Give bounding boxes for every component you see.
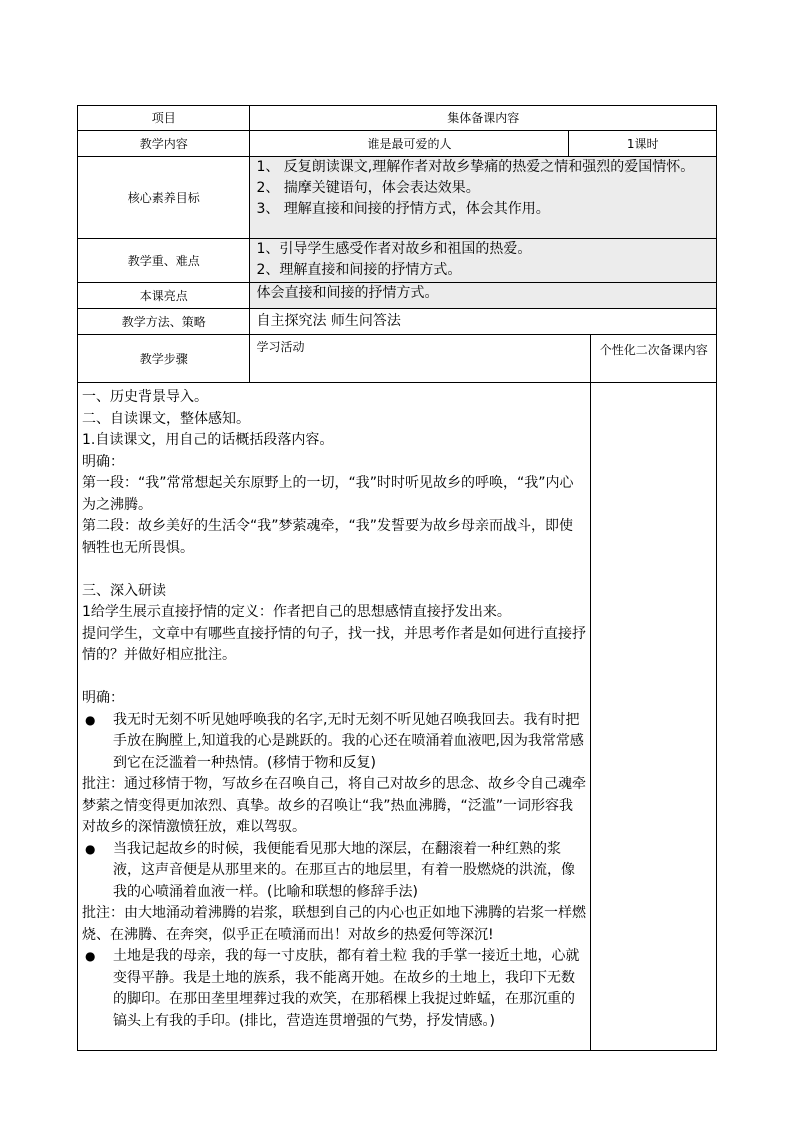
task-text: 1.自读课文，用自己的话概括段落内容。 bbox=[82, 432, 334, 448]
steps-header-row bbox=[77, 335, 717, 383]
key-points-content bbox=[250, 239, 716, 282]
content-label: 教学内容 bbox=[78, 131, 250, 156]
annotation-text: 批注：通过移情于物，写故乡在召唤自己，将自己对故乡的思念、故乡令自己魂牵梦萦之情变得更加浓烈、真挚。故乡的召唤让“我”热血沸腾，“泛滥”一词形容我对故乡的深情激愤狂放，难以驾驭。 bbox=[82, 776, 586, 835]
bullet-icon: ● bbox=[85, 712, 96, 727]
section-heading: 二、自读课文，整体感知。 bbox=[82, 410, 250, 427]
header-item-label: 项目 bbox=[78, 106, 250, 130]
quote-text: 我无时无刻不听见她呼唤我的名字,无时无刻不听见她召唤我回去。我有时把手放在胸膛上,知道我的心是跳跃的。我的心还在喷涌着血液吧,因为我常常感到它在泛滥着一种热情。(移情于物和反复) bbox=[113, 711, 584, 771]
steps-body-row bbox=[77, 383, 717, 1051]
key-point-line: 1、引导学生感受作者对故乡和祖国的热爱。 bbox=[256, 241, 532, 257]
quote-text: 当我记起故乡的时候，我便能看见那大地的深层，在翻滚着一种红熟的浆液，这声音便是从那里来的。在那亘古的地层里，有着一股燃烧的洪流，像我的心喷涌着血液一样。(比喻和联想的修辞手法) bbox=[113, 840, 575, 900]
steps-content bbox=[78, 383, 591, 1050]
header-row bbox=[77, 105, 717, 131]
question-text: 提问学生，文章中有哪些直接抒情的句子，找一找，并思考作者是如何进行直接抒情的？并做好相应批注。 bbox=[82, 625, 586, 663]
highlight-label: 本课亮点 bbox=[78, 283, 250, 308]
answer-label: 明确： bbox=[82, 690, 124, 706]
content-row bbox=[77, 131, 717, 157]
bullet-icon: ● bbox=[85, 841, 96, 856]
section-heading: 一、历史背景导入。 bbox=[82, 389, 208, 405]
quote-item bbox=[82, 839, 586, 904]
key-points-label: 教学重、难点 bbox=[78, 239, 250, 282]
paragraph-summary: 第一段：“我”常常想起关东原野上的一切，“我”时时听见故乡的呼唤，“我”内心为之沸腾。 bbox=[82, 475, 574, 513]
personal-label: 个性化二次备课内容 bbox=[599, 343, 708, 357]
lesson-plan-table bbox=[77, 105, 717, 1051]
lesson-hours: 1课时 bbox=[626, 136, 659, 151]
paragraph-summary: 第二段：故乡美好的生活令“我”梦萦魂牵，“我”发誓要为故乡母亲而战斗，即使牺牲也无所畏惧。 bbox=[82, 518, 574, 556]
activity-label: 学习活动 bbox=[250, 335, 591, 382]
method-label: 教学方法、策略 bbox=[78, 309, 250, 334]
goals-label: 核心素养目标 bbox=[78, 157, 250, 238]
bullet-icon: ● bbox=[85, 949, 96, 963]
steps-label: 教学步骤 bbox=[78, 335, 250, 382]
method-row bbox=[77, 309, 717, 335]
header-content-label: 集体备课内容 bbox=[447, 111, 520, 125]
goals-row bbox=[77, 157, 717, 239]
answer-label: 明确： bbox=[82, 453, 124, 470]
key-points-row bbox=[77, 239, 717, 283]
lesson-title: 谁是最可爱的人 bbox=[250, 131, 569, 156]
spacer bbox=[82, 667, 586, 689]
highlight-content: 体会直接和间接的抒情方式。 bbox=[250, 283, 716, 308]
spacer bbox=[82, 559, 586, 581]
annotation-text: 批注：由大地涌动着沸腾的岩浆，联想到自己的内心也正如地下沸腾的岩浆一样燃烧、在沸腾、在奔突，似乎正在喷涌而出！对故乡的热爱何等深沉! bbox=[82, 905, 586, 943]
method-content: 自主探究法 师生问答法 bbox=[256, 313, 401, 329]
goal-line: 2、 揣摩关键语句，体会表达效果。 bbox=[256, 180, 480, 196]
key-point-line: 2、理解直接和间接的抒情方式。 bbox=[256, 262, 462, 278]
highlight-row bbox=[77, 283, 717, 309]
task-text: 1给学生展示直接抒情的定义：作者把自己的思想感情直接抒发出来。 bbox=[82, 604, 511, 620]
quote-item bbox=[82, 710, 586, 775]
quote-text: 土地是我的母亲，我的每一寸皮肤，都有着土粒 我的手掌一接近土地，心就变得平静。我是土地的族系，我不能离开她。在故乡的土地上，我印下无数的脚印。在那田垄里埋葬过我的欢笑，在那稻棵上我捉过蚱蜢，在那沉重的镐头上有我的手印。(排比，营造连贯增强的气势，抒发情感。) bbox=[113, 948, 580, 1029]
goal-line: 1、 反复朗读课文,理解作者对故乡挚痛的热爱之情和强烈的爱国情怀。 bbox=[256, 159, 695, 175]
goal-line: 3、 理解直接和间接的抒情方式，体会其作用。 bbox=[256, 201, 550, 217]
quote-item bbox=[82, 946, 586, 1032]
goals-content bbox=[250, 157, 716, 238]
section-heading: 三、深入研读 bbox=[82, 582, 166, 599]
personal-notes-cell bbox=[591, 383, 716, 1050]
